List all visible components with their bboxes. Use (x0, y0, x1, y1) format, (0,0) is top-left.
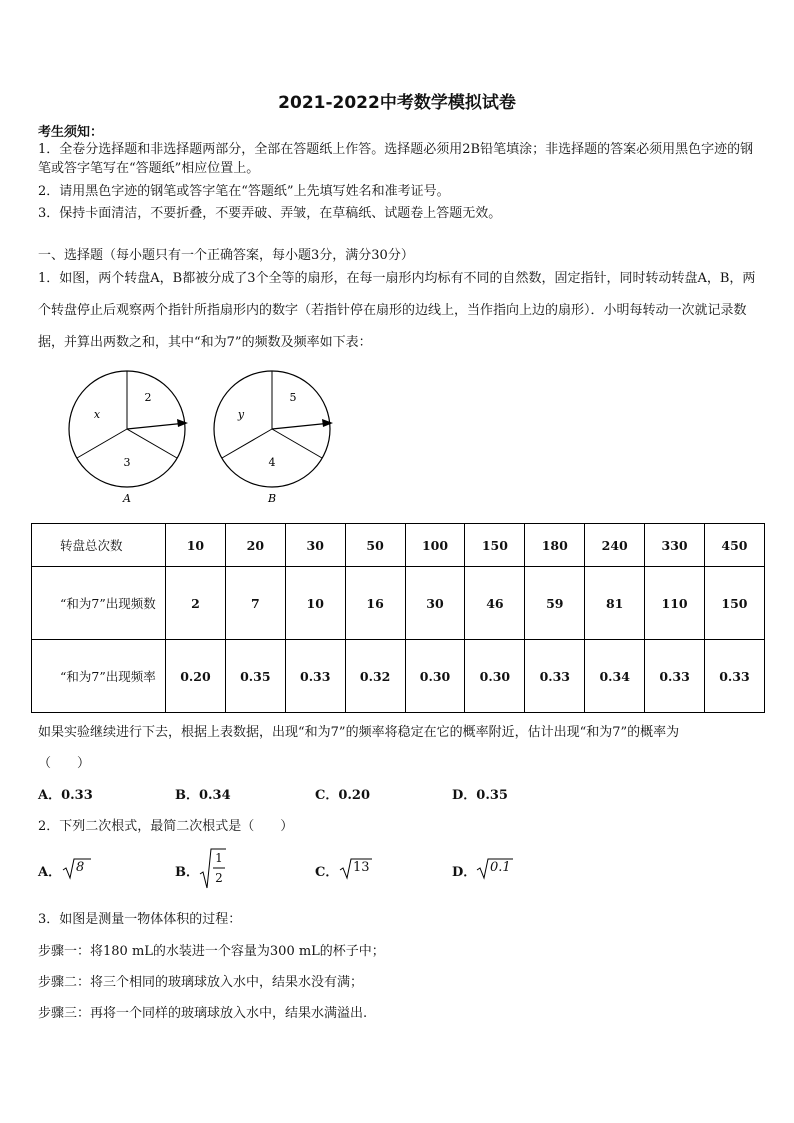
table-row (32, 567, 765, 640)
spinner-figure (60, 368, 350, 508)
table-cell: 30 (285, 524, 345, 567)
question-1-stem: 1．如图，两个转盘A，B都被分成了3个全等的扇形，在每一扇形内均标有不同的自然数，固定指针，同时转动转盘A，B，两个转盘停止后观察两个指针所指扇形内的数字（若指针停在扇形的边线上，当作指向上边的扇形）．小明每转动一次就记录数据，并算出两数之和，其中“和为7”的频数及频率如下表： (38, 271, 756, 350)
q2-option-a-label: A． (38, 865, 62, 880)
question-1-followup: 如果实验继续进行下去，根据上表数据，出现“和为7”的频率将稳定在它的概率附近，估计出现“和为7”的概率为 (38, 725, 680, 740)
radicand: 8 (76, 860, 85, 875)
table-cell: 180 (525, 524, 585, 567)
table-row-label: “和为7”出现频率 (32, 640, 166, 713)
q2-option-c-radical (339, 856, 373, 880)
pointer-arrow-icon (177, 419, 188, 427)
table-cell: 0.30 (405, 640, 465, 713)
answer-blank: （ ） (38, 756, 91, 771)
table-cell: 81 (585, 567, 645, 640)
table-cell: 0.33 (285, 640, 345, 713)
table-cell: 0.34 (585, 640, 645, 713)
table-row (32, 640, 765, 713)
table-cell: 0.30 (465, 640, 525, 713)
spinner-b-sector-2: y (237, 408, 245, 421)
notice-item-3: 3．保持卡面清洁，不要折叠，不要弄破、弄皱，在草稿纸、试题卷上答题无效。 (38, 206, 502, 221)
question-3-stem: 3．如图是测量一物体体积的过程： (38, 912, 242, 927)
spinner-a (69, 371, 188, 505)
spinner-b-sector-3: 4 (268, 456, 276, 469)
table-cell: 0.35 (225, 640, 285, 713)
table-cell: 7 (225, 567, 285, 640)
fraction-denominator: 2 (215, 871, 223, 885)
table-cell: 50 (345, 524, 405, 567)
table-cell: 240 (585, 524, 645, 567)
table-cell: 10 (285, 567, 345, 640)
question-3-step-1: 步骤一：将180 mL的水装进一个容量为300 mL的杯子中； (38, 944, 385, 959)
table-cell: 2 (166, 567, 226, 640)
table-cell: 10 (166, 524, 226, 567)
spinner-b-sector-1: 5 (289, 391, 297, 404)
table-cell: 0.33 (525, 640, 585, 713)
notice-item-2: 2．请用黑色字迹的钢笔或答字笔在“答题纸”上先填写姓名和准考证号。 (38, 184, 450, 199)
table-cell: 150 (705, 567, 765, 640)
table-cell: 0.33 (645, 640, 705, 713)
spinner-a-caption: A (123, 492, 131, 505)
table-cell: 59 (525, 567, 585, 640)
table-cell: 330 (645, 524, 705, 567)
table-cell: 20 (225, 524, 285, 567)
spinner-a-sector-2: x (93, 408, 101, 421)
table-cell: 100 (405, 524, 465, 567)
q1-option-d: D．0.35 (452, 788, 508, 803)
table-cell: 46 (465, 567, 525, 640)
notice-heading: 考生须知： (38, 125, 104, 140)
table-row-label: “和为7”出现频数 (32, 567, 166, 640)
notice-item-1: 1．全卷分选择题和非选择题两部分，全部在答题纸上作答。选择题必须用2B铅笔填涂；非选择题的答案必须用黑色字迹的钢笔或答字笔写在“答题纸”相应位置上。 (38, 142, 754, 176)
q2-option-c-label: C． (315, 865, 339, 880)
q2-option-b-label: B． (175, 865, 199, 880)
section-heading: 一、选择题（每小题只有一个正确答案，每小题3分，满分30分） (38, 248, 414, 263)
table-cell: 0.33 (705, 640, 765, 713)
question-3-step-2: 步骤二：将三个相同的玻璃球放入水中，结果水没有满； (38, 975, 364, 990)
q2-option-d-radical (476, 856, 514, 880)
question-2-stem: 2．下列二次根式，最简二次根式是（ ） (38, 819, 294, 834)
spinner-b (214, 371, 333, 505)
spinner-b-caption: B (267, 492, 277, 505)
q1-option-a: A．0.33 (38, 788, 93, 803)
q2-option-b-radical (199, 846, 227, 890)
spinner-a-sector-1: 2 (144, 391, 152, 404)
q2-option-a-radical (62, 856, 92, 880)
q2-option-d-label: D． (452, 865, 477, 880)
q1-option-b: B．0.34 (175, 788, 231, 803)
table-cell: 0.20 (166, 640, 226, 713)
spinner-a-sector-3: 3 (123, 456, 131, 469)
radicand: 0.1 (490, 860, 511, 875)
table-row-label: 转盘总次数 (32, 524, 166, 567)
table-cell: 16 (345, 567, 405, 640)
table-cell: 150 (465, 524, 525, 567)
q1-option-c: C．0.20 (315, 788, 371, 803)
table-cell: 450 (705, 524, 765, 567)
pointer-arrow-icon (322, 419, 333, 427)
question-3-step-3: 步骤三：再将一个同样的玻璃球放入水中，结果水满溢出. (38, 1006, 368, 1021)
fraction-numerator: 1 (215, 851, 223, 865)
table-cell: 110 (645, 567, 705, 640)
radicand: 13 (353, 860, 370, 875)
exam-title: 2021-2022中考数学模拟试卷 (278, 93, 516, 113)
frequency-table (31, 523, 765, 713)
table-cell: 30 (405, 567, 465, 640)
table-cell: 0.32 (345, 640, 405, 713)
table-row (32, 524, 765, 567)
